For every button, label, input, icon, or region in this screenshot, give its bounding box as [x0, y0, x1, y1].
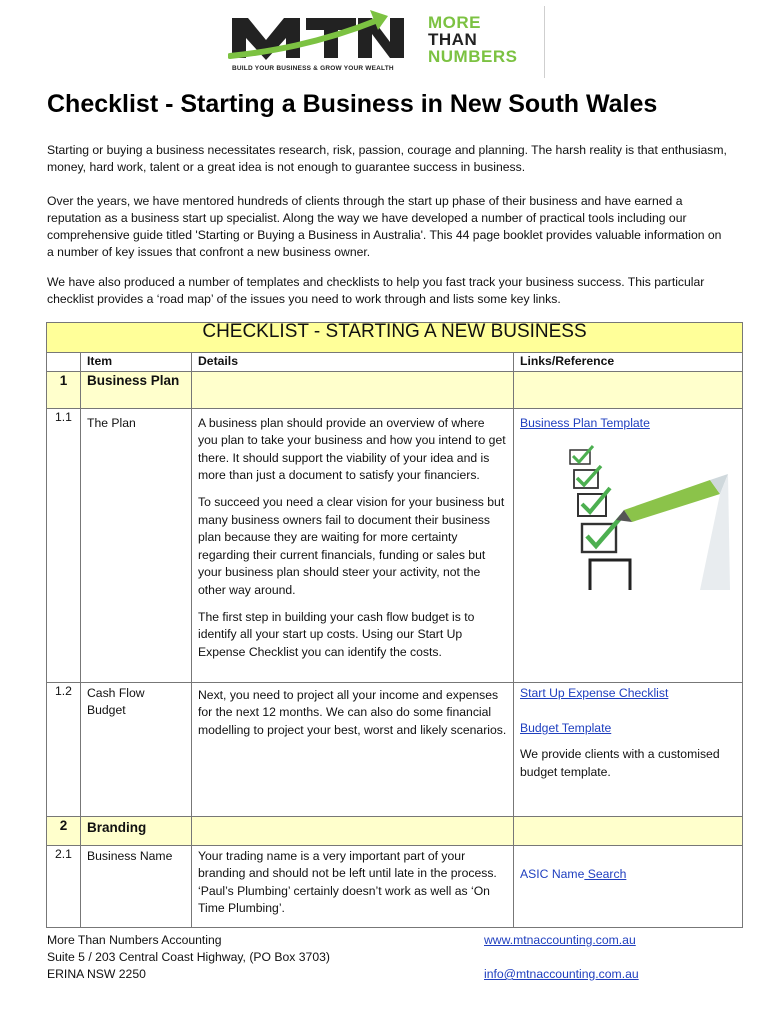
- header-item: Item: [81, 353, 192, 372]
- row-number: 1.1: [47, 408, 81, 682]
- logo-word-numbers: NUMBERS: [428, 47, 518, 66]
- footer-address-line1: Suite 5 / 203 Central Coast Highway, (PO Box 3703): [47, 950, 330, 964]
- row-item: Cash Flow Budget: [81, 682, 192, 816]
- checklist-table: [46, 322, 743, 928]
- table-title-row: [47, 323, 743, 353]
- email-link[interactable]: info@mtnaccounting.com.au: [484, 967, 639, 981]
- section-label: Business Plan: [81, 371, 192, 408]
- footer-address: [47, 932, 330, 983]
- details-paragraph: To succeed you need a clear vision for your business but many business owners fail to document their business plan because they are waiting for more certainty regarding their current financials, funding or sales but your business plan should steer your activity, not the other way around.: [198, 494, 505, 597]
- checklist-pencil-illustration: [560, 440, 730, 590]
- row-links: [514, 408, 743, 682]
- table-row: [47, 408, 743, 682]
- row-item: Business Name: [81, 845, 192, 927]
- start-up-expense-checklist-link[interactable]: Start Up Expense Checklist: [520, 685, 669, 700]
- mtn-logo-mark: [228, 6, 413, 64]
- header-num: [47, 353, 81, 372]
- budget-note: We provide clients with a customised budget template.: [520, 747, 720, 779]
- logo-wordmark: [428, 14, 517, 65]
- table-title: CHECKLIST - STARTING A NEW BUSINESS: [47, 323, 743, 353]
- logo-divider: [544, 6, 545, 78]
- row-number: 2.1: [47, 845, 81, 927]
- company-logo: [228, 6, 548, 78]
- logo-tagline: BUILD YOUR BUSINESS & GROW YOUR WEALTH: [232, 65, 394, 72]
- details-paragraph: The first step in building your cash flow budget is to identify all your start up costs. Using our Start Up Expense Checklist you can identify the costs.: [198, 609, 475, 659]
- business-plan-template-link[interactable]: Business Plan Template: [520, 415, 650, 430]
- footer-company: More Than Numbers Accounting: [47, 933, 222, 947]
- page-title: Checklist - Starting a Business in New South Wales: [47, 90, 658, 118]
- table-row: [47, 845, 743, 927]
- header-links: Links/Reference: [514, 353, 743, 372]
- section-row-branding: [47, 816, 743, 845]
- asic-link-suffix: Search: [584, 866, 627, 881]
- budget-template-link[interactable]: Budget Template: [520, 720, 612, 735]
- table-row: [47, 682, 743, 816]
- row-links: [514, 682, 743, 816]
- table-header-row: [47, 353, 743, 372]
- section-label: Branding: [81, 816, 192, 845]
- asic-link-prefix: ASIC Name: [520, 866, 585, 881]
- footer-contact: [484, 932, 639, 983]
- row-details: Next, you need to project all your income and expenses for the next 12 months. We can also do some financial modelling to project your best, worst and likely scenarios.: [192, 682, 514, 816]
- section-row-business-plan: [47, 371, 743, 408]
- intro-paragraph-2: Over the years, we have mentored hundreds of clients through the start up phase of their business and have earned a reputation as a business start up specialist. Along the way we have developed a number of practical tools including our comprehensive guide titled 'Starting or Buying a Business in Australia'. This 44 page booklet provides valuable information on a number of key issues that confront a new business owner.: [47, 194, 722, 259]
- row-number: 1.2: [47, 682, 81, 816]
- intro-paragraph-1: Starting or buying a business necessitates research, risk, passion, courage and planning. The harsh reality is that enthusiasm, money, hard work, talent or a great idea is not enough to guarantee success in business.: [47, 143, 727, 174]
- logo-word-than: THAN: [428, 30, 478, 49]
- row-links: [514, 845, 743, 927]
- footer-address-line2: ERINA NSW 2250: [47, 967, 146, 981]
- row-details: Your trading name is a very important part of your branding and should not be left until late in the process. ‘Paul’s Plumbing’ certainly doesn’t work as well as ‘On Time Plumbing’.: [192, 845, 514, 927]
- header-details: Details: [192, 353, 514, 372]
- row-item: The Plan: [81, 408, 192, 682]
- row-details: [192, 408, 514, 682]
- asic-name-search-link[interactable]: [520, 867, 626, 881]
- details-paragraph: A business plan should provide an overview of where you plan to take your business and how you intend to get there. It should support the viability of your idea and is more than just a document to satisfy your financiers.: [198, 415, 506, 483]
- website-link[interactable]: www.mtnaccounting.com.au: [484, 933, 636, 947]
- section-number: 1: [47, 371, 81, 408]
- section-number: 2: [47, 816, 81, 845]
- logo-word-more: MORE: [428, 13, 481, 32]
- intro-paragraph-3: We have also produced a number of templates and checklists to help you fast track your business success. This particular checklist provides a ‘road map’ of the issues you need to work through and lists some key links.: [47, 275, 705, 306]
